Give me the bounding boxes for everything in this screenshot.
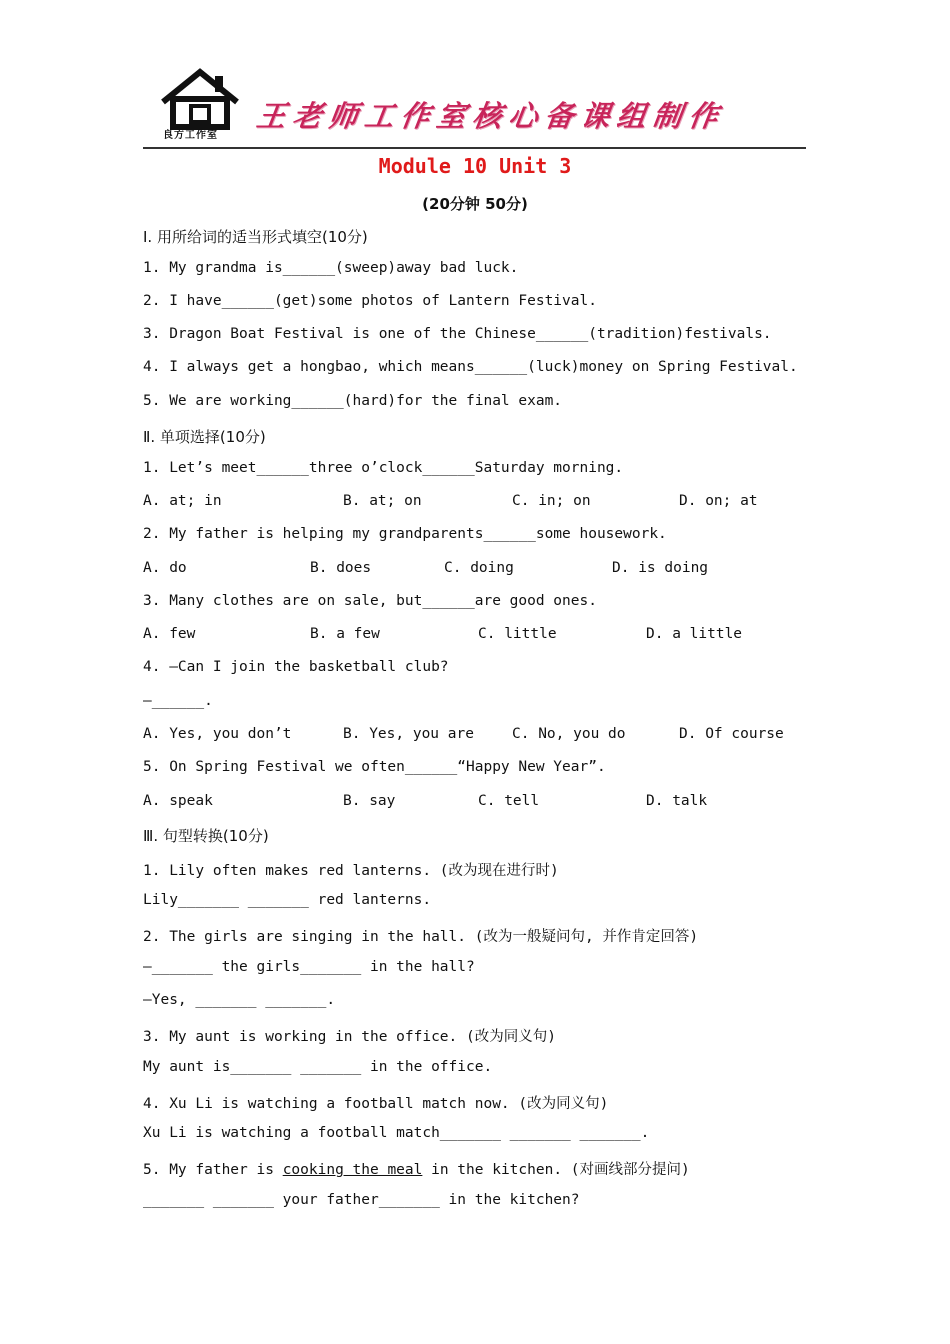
header-banner: 王老师工作室核心备课组制作 — [254, 99, 728, 133]
answer-line: My aunt is_______ _______ in the office. — [143, 1059, 493, 1075]
answer-line: —_______ the girls_______ in the hall? — [143, 959, 475, 975]
question-line: 5. On Spring Festival we often______“Happy New Year”. — [143, 759, 606, 775]
option-b: B. Yes, you are — [343, 726, 474, 742]
answer-line: —Yes, _______ _______. — [143, 992, 336, 1008]
option-b: B. does — [310, 560, 372, 576]
option-d: D. a little — [646, 626, 743, 642]
exercise-line: 1. My grandma is______(sweep)away bad luck. — [143, 260, 519, 276]
exercise-line: 4. I always get a hongbao, which means______(luck)money on Spring Festival. — [143, 359, 798, 375]
option-b: B. at; on — [343, 493, 422, 509]
option-c: C. doing — [444, 560, 514, 576]
page-title: Module 10 Unit 3 — [378, 154, 572, 178]
section-1-title: Ⅰ. 用所给词的适当形式填空(10分) — [143, 228, 368, 246]
section-3-title: Ⅲ. 句型转换(10分) — [143, 827, 269, 845]
option-d: D. talk — [646, 793, 708, 809]
option-d: D. Of course — [679, 726, 784, 742]
option-a: A. few — [143, 626, 196, 642]
option-d: D. is doing — [612, 560, 709, 576]
option-c: C. little — [478, 626, 557, 642]
answer-line: Xu Li is watching a football match_______ _______ _______. — [143, 1125, 650, 1141]
exercise-line: 2. I have______(get)some photos of Lantern Festival. — [143, 293, 597, 309]
option-a: A. at; in — [143, 493, 222, 509]
exercise-line: 3. My aunt is working in the office. (改为同义句) — [143, 1029, 556, 1045]
header — [143, 62, 806, 150]
exercise-line: 2. The girls are singing in the hall. (改为一般疑问句, 并作肯定回答) — [143, 929, 699, 945]
section-2-title: Ⅱ. 单项选择(10分) — [143, 428, 266, 446]
underlined-phrase: cooking the meal — [282, 1162, 423, 1178]
option-d: D. on; at — [679, 493, 758, 509]
exercise-text: 5. My father is — [143, 1162, 283, 1178]
exercise-text: in the kitchen. (对画线部分提问) — [422, 1162, 690, 1178]
option-a: A. speak — [143, 793, 213, 809]
question-line: 4. —Can I join the basketball club? — [143, 659, 449, 675]
logo-text: 良方工作室 — [163, 130, 218, 141]
option-a: A. Yes, you don’t — [143, 726, 292, 742]
option-b: B. say — [343, 793, 396, 809]
exercise-line: 4. Xu Li is watching a football match now. (改为同义句) — [143, 1096, 609, 1112]
question-line: 2. My father is helping my grandparents______some housework. — [143, 526, 667, 542]
exercise-line: 3. Dragon Boat Festival is one of the Chinese______(tradition)festivals. — [143, 326, 772, 342]
option-a: A. do — [143, 560, 187, 576]
exercise-line: 1. Lily often makes red lanterns. (改为现在进行时) — [143, 863, 559, 879]
option-c: C. in; on — [512, 493, 591, 509]
question-line: —______. — [143, 693, 213, 709]
exercise-line: 5. We are working______(hard)for the final exam. — [143, 393, 563, 409]
exercise-line — [143, 1158, 690, 1179]
question-line: 3. Many clothes are on sale, but______are good ones. — [143, 593, 597, 609]
question-line: 1. Let’s meet______three o’clock______Saturday morning. — [143, 460, 624, 476]
page-subtitle: (20分钟 50分) — [422, 195, 528, 213]
option-c: C. No, you do — [512, 726, 626, 742]
option-b: B. a few — [310, 626, 380, 642]
header-divider — [143, 147, 806, 149]
answer-line: Lily_______ _______ red lanterns. — [143, 892, 432, 908]
answer-line: _______ _______ your father_______ in the kitchen? — [143, 1192, 580, 1208]
option-c: C. tell — [478, 793, 540, 809]
